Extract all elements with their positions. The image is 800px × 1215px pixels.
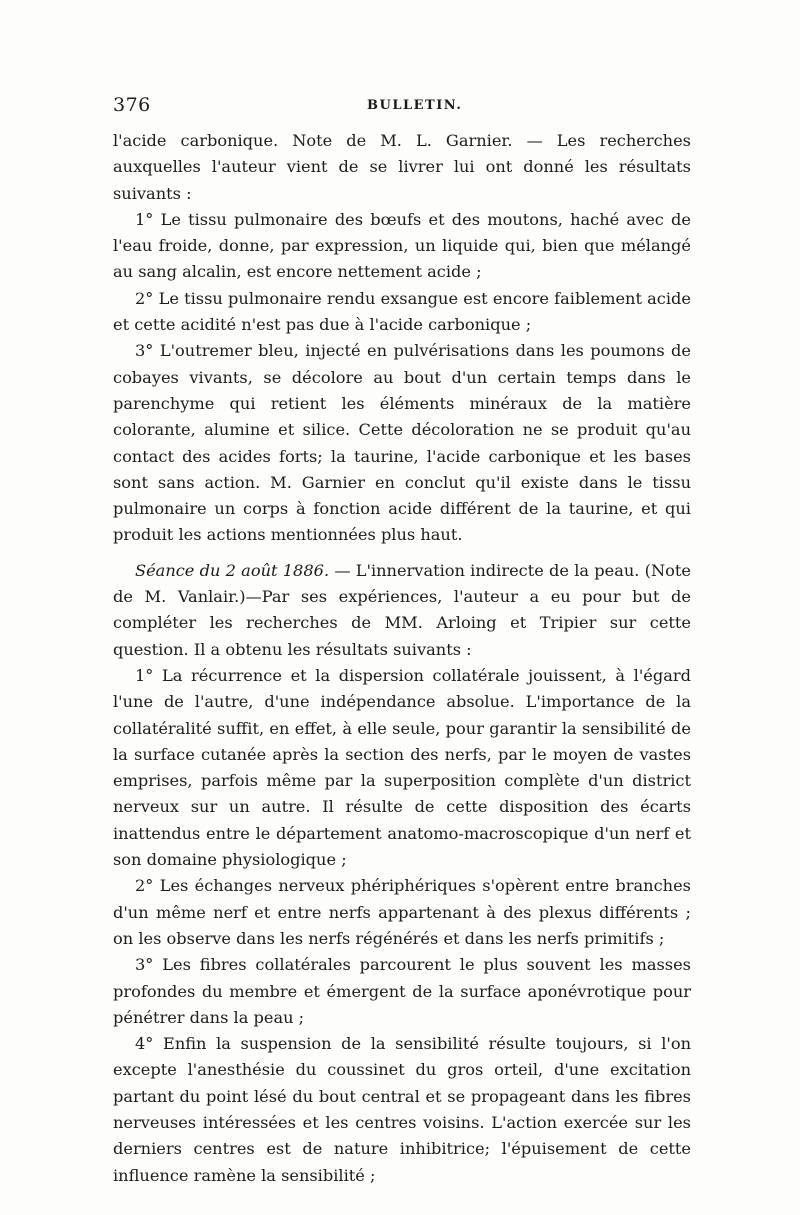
paragraph-text: l'acide carbonique. Note de M. L. Garnier. — Les recherches auxquelles l'auteur vient de se livrer lui ont donné les résultats suivants : bbox=[113, 131, 691, 203]
body-text bbox=[113, 128, 691, 1189]
paragraph-text: 3° Les fibres collatérales parcourent le plus souvent les masses profondes du membre et émergent de la surface aponévrotique pour pénétrer dans la peau ; bbox=[113, 955, 691, 1027]
paragraph-vanlair-item-3 bbox=[113, 952, 691, 1031]
paragraph-garnier-intro bbox=[113, 128, 691, 207]
paragraph-text: 3° L'outremer bleu, injecté en pulvérisations dans les poumons de cobayes vivants, se décolore au bout d'un certain temps dans le parenchyme qui retient les éléments minéraux de la matière colorante, alumine et silice. Cette décoloration ne se produit qu'au contact des acides forts; la taurine, l'acide carbonique et les bases sont sans action. M. Garnier en conclut qu'il existe dans le tissu pulmonaire un corps à fonction acide différent de la taurine, et qui produit les actions mentionnées plus haut. bbox=[113, 341, 691, 545]
page-number: 376 bbox=[113, 94, 151, 116]
paragraph-vanlair-item-4 bbox=[113, 1031, 691, 1189]
paragraph-text: 2° Les échanges nerveux phériphériques s'opèrent entre branches d'un même nerf et entre nerfs appartenant à des plexus différents ; on les observe dans les nerfs régénérés et dans les nerfs primitifs ; bbox=[113, 876, 691, 948]
paragraph-text: 1° Le tissu pulmonaire des bœufs et des moutons, haché avec de l'eau froide, donne, par expression, un liquide qui, bien que mélangé au sang alcalin, est encore nettement acide ; bbox=[113, 209, 691, 282]
page-header bbox=[113, 94, 693, 124]
running-head: BULLETIN. bbox=[367, 98, 463, 113]
paragraph-garnier-item-3 bbox=[113, 338, 691, 548]
paragraph-vanlair-intro bbox=[113, 558, 691, 663]
paragraph-vanlair-item-2 bbox=[113, 873, 691, 952]
session-date: Séance du 2 août 1886. bbox=[135, 560, 330, 580]
paragraph-text: 2° Le tissu pulmonaire rendu exsangue est encore faiblement acide et cette acidité n'est pas due à l'acide carbonique ; bbox=[113, 288, 691, 335]
paragraph-text: 4° Enfin la suspension de la sensibilité résulte toujours, si l'on excepte l'anesthésie du coussinet du gros orteil, d'une excitation partant du point lésé du bout central et se propageant dans les fibres nerveuses intéressées et les centres voisins. L'action exercée sur les derniers centres est de nature inhibitrice; l'épuisement de cette influence ramène la sensibilité ; bbox=[113, 1034, 691, 1185]
paragraph-garnier-item-1 bbox=[113, 207, 691, 286]
paragraph-text: — L'innervation indirecte de la peau. (Note de M. Vanlair.)—Par ses expériences, l'auteur a eu pour but de compléter les recherches de MM. Arloing et Tripier sur cette question. Il a obtenu les résultats suivants : bbox=[113, 560, 691, 659]
paragraph-text: 1° La récurrence et la dispersion collatérale jouissent, à l'égard l'une de l'autre, d'une indépendance absolue. L'importance de la collatéralité suffit, en effet, à elle seule, pour garantir la sensibilité de la surface cutanée après la section des nerfs, par le moyen de vastes emprises, parfois même par la superposition complète d'un district nerveux sur un autre. Il résulte de cette disposition des écarts inattendus entre le département anatomo-macroscopique d'un nerf et son domaine physiologique ; bbox=[113, 665, 691, 870]
paragraph-vanlair-item-1 bbox=[113, 663, 691, 873]
paragraph-garnier-item-2 bbox=[113, 286, 691, 339]
